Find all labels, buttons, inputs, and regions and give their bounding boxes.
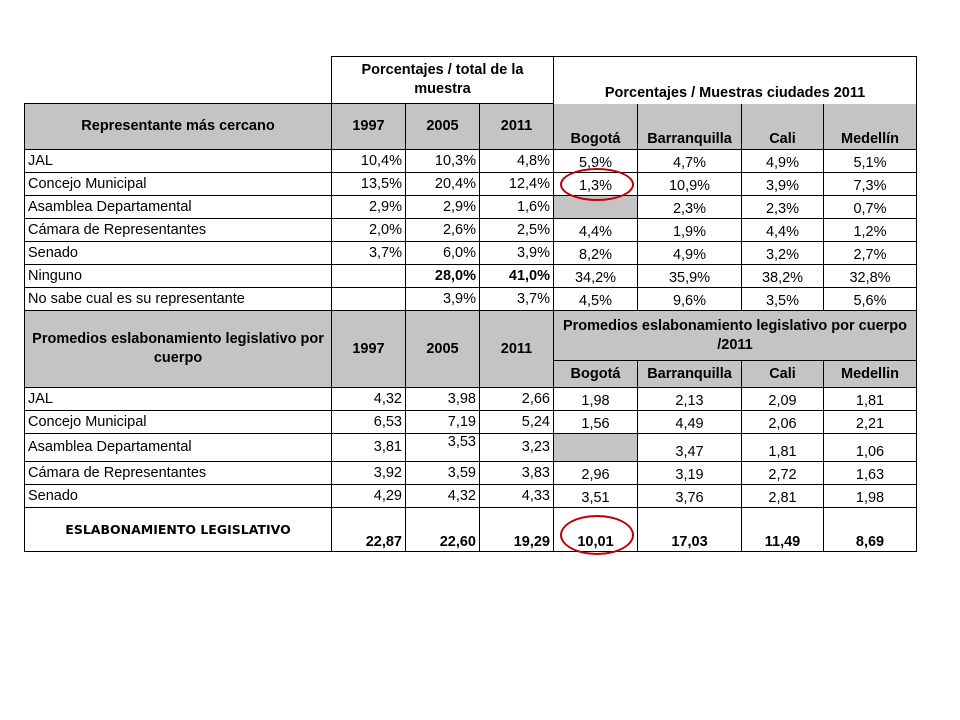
cell-bogota: 1,98	[554, 388, 638, 411]
total-row	[25, 508, 917, 552]
header-city-medellin: Medellín	[824, 104, 917, 150]
header-year-2011: 2011	[480, 104, 554, 150]
cell-1997: 13,5%	[332, 173, 406, 196]
cell-medellin: 32,8%	[824, 265, 917, 288]
cell-medellin: 1,98	[824, 485, 917, 508]
table-row	[25, 219, 917, 242]
row-label: Senado	[25, 242, 332, 265]
cell-2011: 4,33	[480, 485, 554, 508]
cell-2011: 3,9%	[480, 242, 554, 265]
row-label: Ninguno	[25, 265, 332, 288]
table-row	[25, 485, 917, 508]
cell-bogota: 2,96	[554, 462, 638, 485]
cell-medellin: 2,21	[824, 411, 917, 434]
cell-medellin: 5,6%	[824, 288, 917, 311]
cell-cali: 3,5%	[742, 288, 824, 311]
cell-1997: 2,9%	[332, 196, 406, 219]
row-label: Asamblea Departamental	[25, 434, 332, 462]
total-1997: 22,87	[332, 508, 406, 552]
header-city-barranquilla: Barranquilla	[638, 361, 742, 388]
table-row	[25, 411, 917, 434]
cell-2011: 4,8%	[480, 150, 554, 173]
cell-1997: 4,32	[332, 388, 406, 411]
row-label: JAL	[25, 150, 332, 173]
cell-cali: 38,2%	[742, 265, 824, 288]
cell-barranquilla: 2,3%	[638, 196, 742, 219]
cell-1997	[332, 288, 406, 311]
row-label: Concejo Municipal	[25, 411, 332, 434]
total-2011: 19,29	[480, 508, 554, 552]
cell-medellin: 0,7%	[824, 196, 917, 219]
row-label: Concejo Municipal	[25, 173, 332, 196]
cell-cali: 3,2%	[742, 242, 824, 265]
main-table	[24, 56, 917, 552]
cell-1997: 3,7%	[332, 242, 406, 265]
cell-2011: 2,66	[480, 388, 554, 411]
cell-medellin: 1,2%	[824, 219, 917, 242]
cell-barranquilla: 3,19	[638, 462, 742, 485]
cell-2005: 7,19	[406, 411, 480, 434]
cell-2005: 3,9%	[406, 288, 480, 311]
cell-cali: 2,72	[742, 462, 824, 485]
cell-barranquilla: 9,6%	[638, 288, 742, 311]
cell-medellin: 1,63	[824, 462, 917, 485]
header-city-cali: Cali	[742, 104, 824, 150]
row-label: JAL	[25, 388, 332, 411]
cell-barranquilla: 2,13	[638, 388, 742, 411]
cell-cali: 2,09	[742, 388, 824, 411]
cell-medellin: 7,3%	[824, 173, 917, 196]
cell-bogota: 8,2%	[554, 242, 638, 265]
header-city-bogota: Bogotá	[554, 104, 638, 150]
cell-2005: 3,53	[406, 434, 480, 462]
total-barranquilla: 17,03	[638, 508, 742, 552]
header-nearest-representative: Representante más cercano	[25, 104, 332, 150]
cell-barranquilla: 3,47	[638, 434, 742, 462]
table-row	[25, 173, 917, 196]
cell-bogota: 5,9%	[554, 150, 638, 173]
total-bogota: 10,01	[554, 508, 638, 552]
cell-2005: 10,3%	[406, 150, 480, 173]
cell-2011: 5,24	[480, 411, 554, 434]
table-row	[25, 196, 917, 219]
cell-2011: 3,83	[480, 462, 554, 485]
cell-barranquilla: 4,9%	[638, 242, 742, 265]
total-cali: 11,49	[742, 508, 824, 552]
cell-2005: 4,32	[406, 485, 480, 508]
table-row	[25, 242, 917, 265]
row-label: Senado	[25, 485, 332, 508]
table-row	[25, 388, 917, 411]
cell-cali: 2,3%	[742, 196, 824, 219]
cell-barranquilla: 3,76	[638, 485, 742, 508]
cell-1997: 10,4%	[332, 150, 406, 173]
row-label: No sabe cual es su representante	[25, 288, 332, 311]
header-city-barranquilla: Barranquilla	[638, 104, 742, 150]
cell-cali: 1,81	[742, 434, 824, 462]
header-city-medellin: Medellin	[824, 361, 917, 388]
row-label: Asamblea Departamental	[25, 196, 332, 219]
total-medellin: 8,69	[824, 508, 917, 552]
cell-1997: 3,92	[332, 462, 406, 485]
cell-cali: 3,9%	[742, 173, 824, 196]
table-row	[25, 288, 917, 311]
cell-2005: 28,0%	[406, 265, 480, 288]
header-year-1997: 1997	[332, 104, 406, 150]
header-year-1997: 1997	[332, 311, 406, 388]
cell-1997: 2,0%	[332, 219, 406, 242]
cell-bogota-empty	[554, 196, 638, 219]
cell-cali: 4,9%	[742, 150, 824, 173]
table-row	[25, 265, 917, 288]
header-year-2005: 2005	[406, 104, 480, 150]
cell-2005: 3,98	[406, 388, 480, 411]
table-row	[25, 462, 917, 485]
cell-1997: 3,81	[332, 434, 406, 462]
cell-barranquilla: 1,9%	[638, 219, 742, 242]
cell-medellin: 1,06	[824, 434, 917, 462]
total-2005: 22,60	[406, 508, 480, 552]
cell-barranquilla: 4,7%	[638, 150, 742, 173]
cell-2011: 2,5%	[480, 219, 554, 242]
cell-2005: 20,4%	[406, 173, 480, 196]
cell-2011: 41,0%	[480, 265, 554, 288]
cell-1997: 6,53	[332, 411, 406, 434]
header-percentages-total-sample: Porcentajes / total de la muestra	[332, 57, 554, 104]
header-city-bogota: Bogotá	[554, 361, 638, 388]
cell-medellin: 5,1%	[824, 150, 917, 173]
cell-2011: 1,6%	[480, 196, 554, 219]
header-legislative-linkage-averages: Promedios eslabonamiento legislativo por cuerpo	[25, 311, 332, 388]
cell-bogota: 1,3%	[554, 173, 638, 196]
cell-2011: 3,23	[480, 434, 554, 462]
cell-1997	[332, 265, 406, 288]
cell-medellin: 2,7%	[824, 242, 917, 265]
cell-medellin: 1,81	[824, 388, 917, 411]
cell-bogota: 3,51	[554, 485, 638, 508]
cell-cali: 2,06	[742, 411, 824, 434]
row-label: Cámara de Representantes	[25, 462, 332, 485]
header-legislative-linkage-2011: Promedios eslabonamiento legislativo por cuerpo /2011	[554, 311, 917, 361]
cell-bogota: 4,4%	[554, 219, 638, 242]
cell-barranquilla: 35,9%	[638, 265, 742, 288]
cell-2011: 3,7%	[480, 288, 554, 311]
cell-2005: 6,0%	[406, 242, 480, 265]
header-percentages-cities-2011: Porcentajes / Muestras ciudades 2011	[554, 57, 917, 104]
cell-cali: 4,4%	[742, 219, 824, 242]
total-label: ESLABONAMIENTO LEGISLATIVO	[25, 508, 332, 552]
cell-barranquilla: 4,49	[638, 411, 742, 434]
cell-barranquilla: 10,9%	[638, 173, 742, 196]
header-city-cali: Cali	[742, 361, 824, 388]
cell-bogota: 1,56	[554, 411, 638, 434]
cell-1997: 4,29	[332, 485, 406, 508]
cell-bogota: 34,2%	[554, 265, 638, 288]
cell-bogota-empty	[554, 434, 638, 462]
cell-2005: 3,59	[406, 462, 480, 485]
cell-2005: 2,9%	[406, 196, 480, 219]
cell-bogota: 4,5%	[554, 288, 638, 311]
cell-2011: 12,4%	[480, 173, 554, 196]
empty-corner-cell	[25, 57, 332, 104]
table-row	[25, 150, 917, 173]
header-year-2011: 2011	[480, 311, 554, 388]
table-row	[25, 434, 917, 462]
cell-cali: 2,81	[742, 485, 824, 508]
header-year-2005: 2005	[406, 311, 480, 388]
cell-2005: 2,6%	[406, 219, 480, 242]
row-label: Cámara de Representantes	[25, 219, 332, 242]
